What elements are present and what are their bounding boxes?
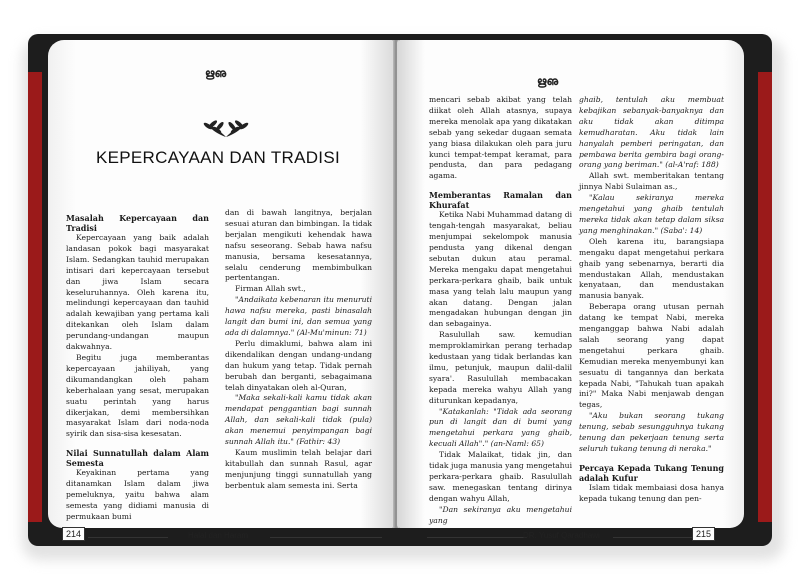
footer-rule (427, 537, 527, 538)
paragraph: Allah swt. memberitakan tentang jinnya Nabi Sulaiman as., (579, 171, 724, 192)
paragraph: Ketika Nabi Muhammad datang di tengah-tengah masyarakat, beliau menjumpai sekelompok manusia pendusta yang dikenal dengan sebutan dukun atau peramal. Mereka mengaku dapat mengetahui perkara-perkara ghaib, baik untuk masa yang telah lalu maupun yang akan datang. Dengan jalan mengadakan hubungan dengan jin dan sebagainya. (429, 210, 572, 329)
footer-rule (613, 537, 693, 538)
page-number: 214 (62, 527, 85, 541)
footer-rule (270, 537, 382, 538)
footer-book-title: Halal dan Haram (188, 531, 249, 540)
section-heading: Masalah Kepercayaan dan Tradisi (66, 213, 209, 233)
quote: "Maka sekali-kali kamu tidak akan mendapat penggantian bagi sunnah Allah, dan sekali-kali tidak (pula) akan menemui penyimpangan bagi sunnah Allah itu." (Fathir: 43) (225, 393, 372, 447)
paragraph: Begitu juga memberantas kepercayaan jahiliyah, yang dikumandangkan oleh paham keberhalaan yang sesat, merupakan suatu perintah yang harus dikerjakan, demi membersihkan masyarakat Islam dari noda-noda syirik dan sisa-sisa kesesatan. (66, 352, 209, 439)
paragraph: Keyakinan pertama yang ditanamkan Islam dalam jiwa pemeluknya, yaitu bahwa alam semesta yang didiami manusia di permukaan bumi (66, 468, 209, 521)
cover-edge-left (28, 72, 42, 522)
page-number: 215 (692, 527, 715, 541)
section-heading: Percaya Kepada Tukang Tenung adalah Kufur (579, 462, 724, 483)
paragraph: Firman Allah swt., (235, 284, 306, 294)
section-heading: Nilai Sunnatullah dalam Alam Semesta (66, 448, 209, 469)
paragraph: dan di bawah langitnya, berjalan sesuai aturan dan bimbingan. Ia tidak berjalan mengikuti kehendak hawa nafsu seseorang. Sebab hawa nafsu manusia, bersama kesesatannya, selalu cenderung membimbulkan pertentangan. (225, 208, 372, 283)
footer-rule (88, 537, 168, 538)
paragraph: Rasulullah saw. kemudian memproklamirkan perang terhadap kedustaan yang tidak berlandas kan ilmu, petunjuk, maupun dalil-dalil syara'. Rasulullah membacakan kepada mereka wahyu Allah yang diturunkan kepadanya, (429, 330, 572, 405)
right-column-1 (429, 95, 572, 527)
quote: "Aku bukan seorang tukang tenung, sebab sesungguhnya tukang tenung dan pekerjaan tenung serta seluruh tukang tenung di neraka." (579, 411, 724, 453)
cover-edge-right (758, 72, 772, 522)
laurel-icon (200, 117, 252, 139)
quote: "Andaikata kebenaran itu menuruti hawa nafsu mereka, pasti binasalah langit dan bumi ini, dan semua yang ada di dalamnya." (Al-Mu'minun: 71) (225, 295, 372, 337)
right-page (397, 40, 744, 540)
chapter-title: KEPERCAYAAN DAN TRADISI (95, 148, 340, 167)
left-column-2 (225, 208, 372, 492)
paragraph: Oleh karena itu, barangsiapa mengaku dapat mengetahui perkara ghaib yang sebenarnya, berarti dia mendustakan Allah, mendustakan kenyataan, dan mendustakan manusia banyak. (579, 236, 724, 301)
footer-author: DR. Yusuf Qaradhawi (523, 531, 600, 540)
paragraph: Tidak Malaikat, tidak jin, dan tidak juga manusia yang mengetahui perkara-perkara ghaib. Rasulullah saw. menegaskan tentang dirinya dengan wahyu Allah, (429, 450, 572, 503)
page-ornament: ഋഌ (205, 67, 227, 80)
quote: ghaib, tentulah aku membuat kebajikan sebanyak-banyaknya dan aku tidak akan ditimpa kemudharatan. Aku tidak lain hanyalah pemberi peringatan, dan pembawa berita gembira bagi orang-orang yang beriman." (al-A'raf: 188) (579, 95, 724, 170)
paragraph: mencari sebab akibat yang telah diikat oleh Allah atasnya, supaya mereka menolak apa yang dikatakan sebab yang sekedar dugaan semata yang biasa dilakukan oleh para juru kunci tempat-tempat keramat, para pendusta, dan para pedagang agama. (429, 95, 572, 181)
paragraph: Beberapa orang utusan pernah datang ke tempat Nabi, mereka menganggap bahwa Nabi adalah salah seorang yang dapat mengetahui perkara ghaib. Kemudian mereka menyembunyi kan sesuatu di tangannya dan berkata kepada Nabi, "Tahukah tuan apakah ini?" Maka Nabi menjawab dengan tegas, (579, 302, 724, 410)
quote: "Dan sekiranya aku mengetahui yang (429, 504, 572, 525)
section-heading: Memberantas Ramalan dan Khurafat (429, 190, 572, 211)
paragraph: Perlu dimaklumi, bahwa alam ini dikendalikan dengan undang-undang dan hukum yang tetap. Tidak pernah berubah dan berganti, sebagaimana telah dinyatakan oleh al-Quran, (225, 338, 372, 392)
right-column-2 (579, 95, 724, 505)
left-page (48, 40, 395, 540)
quote: "Katakanlah: "Tidak ada seorang pun di langit dan di bumi yang mengetahui perkara yang ghaib, kecuali Allah"." (an-Naml: 65) (429, 406, 572, 449)
paragraph: Kaum muslimin telah belajar dari kitabullah dan sunnah Rasul, agar menjunjung tinggi sunnatullah yang berbentuk alam semesta ini. Serta (225, 447, 372, 490)
paragraph: Islam tidak membaiasi dosa hanya kepada tukang tenung dan pen- (579, 482, 724, 503)
left-column-1 (66, 208, 209, 523)
page-ornament: ഋഌ (537, 75, 559, 88)
quote: "Kalau sekiranya mereka mengetahui yang ghaib tentulah mereka tidak akan tetap dalam siksa yang menghinakan." (Saba': 14) (579, 193, 724, 235)
paragraph: Kepercayaan yang baik adalah landasan pokok bagi masyarakat Islam. Sedangkan tauhid merupakan intisari dari kepercayaan tersebut dan jiwa Islam secara keseluruhannya. Oleh karena itu, melindungi kepercayaan dan tauhid adalah kewajiban yang pertama kali ditekankan oleh Islam dalam perundang-undangan maupun dakwahnya. (66, 233, 209, 352)
